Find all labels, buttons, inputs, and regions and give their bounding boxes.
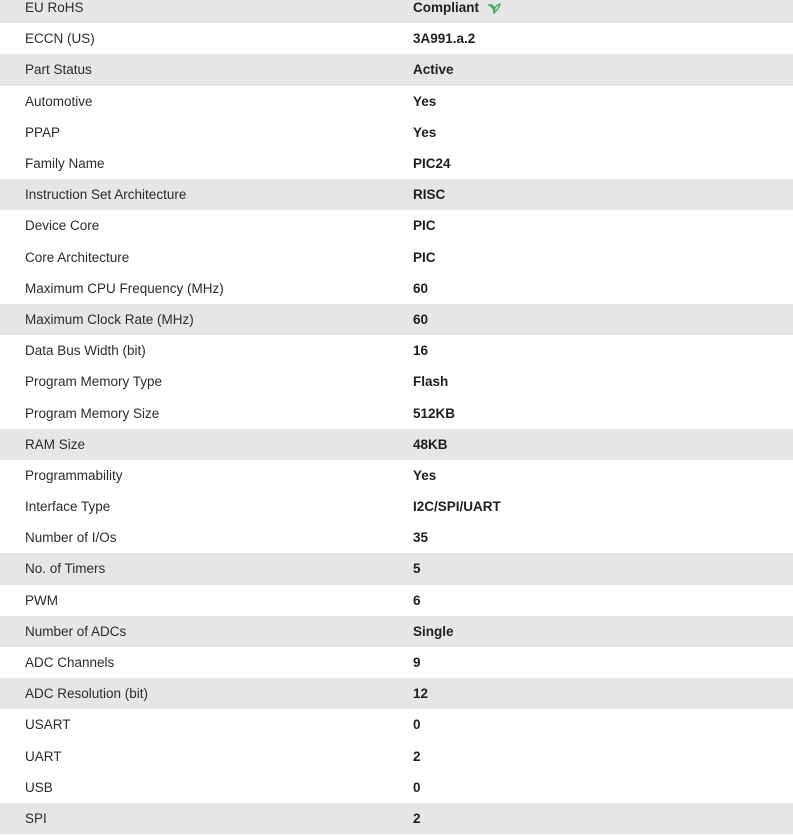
spec-label: Automotive (25, 93, 93, 109)
spec-value: 6 (413, 592, 421, 608)
spec-value: 5 (413, 561, 421, 577)
leaf-icon (487, 2, 501, 14)
spec-row-pwm (0, 585, 793, 616)
spec-value: 60 (413, 280, 429, 296)
spec-row-eu-rohs (0, 0, 793, 23)
spec-value: Flash (413, 374, 449, 390)
spec-label: Program Memory Type (25, 374, 163, 390)
spec-value: Single (413, 623, 454, 639)
spec-label: Family Name (25, 156, 105, 172)
spec-value: PIC24 (413, 156, 451, 172)
spec-value: I2C/SPI/UART (413, 499, 501, 515)
spec-label: ECCN (US) (25, 31, 95, 47)
spec-row-automotive (0, 86, 793, 117)
spec-label: Core Architecture (25, 249, 130, 265)
spec-row-part-status (0, 54, 793, 85)
spec-value: 2 (413, 810, 421, 826)
spec-label: EU RoHS (25, 0, 84, 16)
spec-row-max-clock-rate (0, 304, 793, 335)
spec-row-isa (0, 179, 793, 210)
spec-value: 2 (413, 748, 421, 764)
spec-label: Device Core (25, 218, 100, 234)
spec-value: Yes (413, 124, 437, 140)
spec-row-program-memory-type (0, 366, 793, 397)
spec-label: UART (25, 748, 62, 764)
spec-label: No. of Timers (25, 561, 106, 577)
spec-value: RISC (413, 187, 446, 203)
spec-value: 512KB (413, 405, 456, 421)
spec-value: 35 (413, 530, 429, 546)
spec-row-no-of-timers (0, 553, 793, 584)
spec-row-data-bus-width (0, 335, 793, 366)
spec-row-uart (0, 741, 793, 772)
spec-label: USB (25, 779, 53, 795)
spec-row-eccn (0, 23, 793, 54)
spec-value: Yes (413, 93, 437, 109)
spec-value: 0 (413, 717, 421, 733)
spec-value-wrapper (387, 0, 501, 15)
spec-label: Interface Type (25, 499, 111, 515)
spec-value: PIC (413, 218, 436, 234)
spec-value: Yes (413, 467, 437, 483)
spec-row-usart (0, 709, 793, 740)
spec-row-max-cpu-frequency (0, 273, 793, 304)
spec-value: 0 (413, 779, 421, 795)
spec-label: ADC Channels (25, 655, 115, 671)
spec-row-program-memory-size (0, 397, 793, 428)
spec-label: ADC Resolution (bit) (25, 686, 149, 702)
spec-label: USART (25, 717, 71, 733)
spec-label: Program Memory Size (25, 405, 160, 421)
spec-row-interface-type (0, 491, 793, 522)
spec-row-adc-resolution (0, 678, 793, 709)
spec-row-core-architecture (0, 242, 793, 273)
spec-row-ram-size (0, 429, 793, 460)
spec-row-number-of-adcs (0, 616, 793, 647)
spec-value: Active (413, 62, 454, 78)
spec-label: Programmability (25, 467, 123, 483)
spec-label: Number of ADCs (25, 623, 127, 639)
spec-label: Part Status (25, 62, 92, 78)
spec-row-spi (0, 803, 793, 834)
spec-value: PIC (413, 249, 436, 265)
spec-row-programmability (0, 460, 793, 491)
spec-label: PPAP (25, 124, 61, 140)
spec-value: 60 (413, 311, 429, 327)
spec-row-adc-channels (0, 647, 793, 678)
spec-value: 3A991.a.2 (413, 31, 476, 47)
spec-row-usb (0, 772, 793, 803)
spec-row-ppap (0, 117, 793, 148)
spec-label: Instruction Set Architecture (25, 187, 187, 203)
spec-row-device-core (0, 210, 793, 241)
spec-label: Number of I/Os (25, 530, 117, 546)
spec-label: RAM Size (25, 436, 86, 452)
spec-label: SPI (25, 810, 47, 826)
spec-value: 9 (413, 655, 421, 671)
spec-label: Maximum Clock Rate (MHz) (25, 311, 194, 327)
spec-value: 16 (413, 343, 429, 359)
spec-value: Compliant (413, 0, 479, 16)
spec-row-family-name (0, 148, 793, 179)
spec-value: 12 (413, 686, 429, 702)
spec-label: Maximum CPU Frequency (MHz) (25, 280, 224, 296)
spec-label: Data Bus Width (bit) (25, 343, 146, 359)
spec-label: PWM (25, 592, 58, 608)
spec-value: 48KB (413, 436, 448, 452)
spec-row-number-of-ios (0, 522, 793, 553)
